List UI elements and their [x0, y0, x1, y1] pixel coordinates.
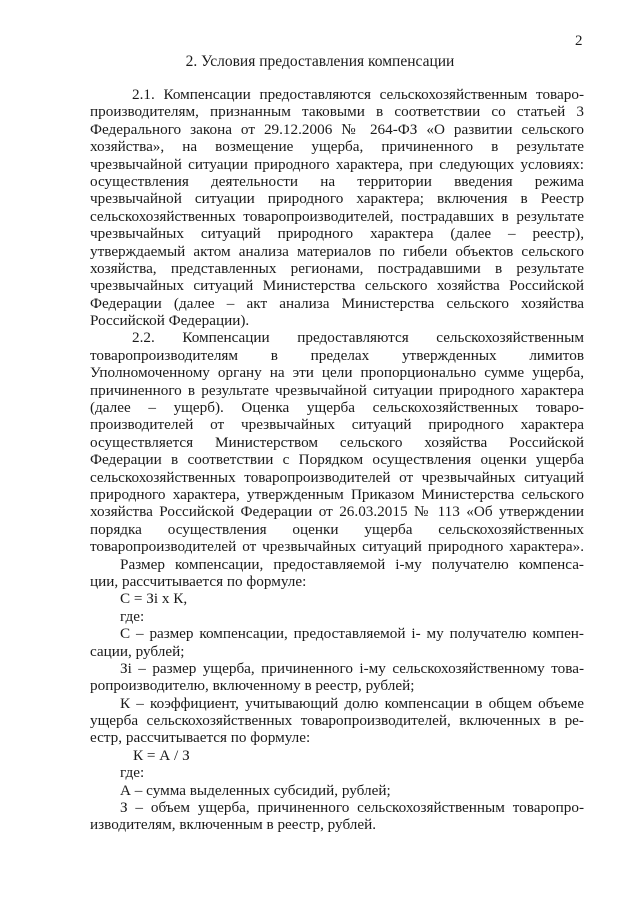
text-line: С – размер компенсации, предоставляемой i- му получателю компен-	[120, 625, 584, 643]
text-line: Российской Федерации).	[90, 312, 250, 330]
text-line: чрезвычайной ситуации природного характера; включения в Реестр	[90, 190, 584, 208]
document-body	[90, 86, 584, 834]
text-line: чрезвычайной ситуации природного характера, при следующих условиях:	[90, 155, 584, 173]
text-line: ущерба сельскохозяйственных товаропроизводителей, включенных в ре-	[90, 712, 584, 730]
formula: C = Зi x К,	[120, 590, 188, 608]
text-line: товаропроизводителей от чрезвычайных ситуаций природного характера».	[90, 538, 584, 556]
text-line: производителей от чрезвычайных ситуаций природного характера	[90, 416, 584, 434]
text-line: где:	[120, 764, 145, 782]
page-number: 2	[575, 33, 583, 49]
text-line: Размер компенсации, предоставляемой i-му получателю компенса-	[120, 555, 584, 573]
text-line: Зi – размер ущерба, причиненного i-му сельскохозяйственному това-	[120, 659, 584, 677]
text-line: порядка осуществления оценки ущерба сельскохозяйственных	[90, 520, 584, 538]
text-line: К – коэффициент, учитывающий долю компенсации в общем объеме	[120, 694, 584, 712]
text-line: естр, рассчитывается по формуле:	[90, 729, 311, 747]
text-line: производителям, признанным таковыми в соответствии со статьей 3	[90, 103, 584, 121]
text-line: изводителям, включенным в реестр, рублей.	[90, 816, 377, 834]
text-line: сельскохозяйственных товаропроизводителей, пострадавших в результате	[90, 207, 584, 225]
text-line: сации, рублей;	[90, 642, 185, 660]
text-line: хозяйства Российской Федерации от 26.03.2015 № 113 «Об утверждении	[90, 503, 584, 521]
text-line: чрезвычайных ситуаций природного характера (далее – реестр),	[90, 225, 584, 243]
text-line: осуществления деятельности на территории введения режима	[90, 172, 584, 190]
text-line: Федерации (далее – акт анализа Министерства сельского хозяйства	[90, 294, 584, 312]
text-line: хозяйства», на возмещение ущерба, причиненного в результате	[90, 138, 584, 156]
text-line: З – объем ущерба, причиненного сельскохозяйственным товаропро-	[120, 799, 584, 817]
text-line: причиненного в результате чрезвычайной ситуации природного характера	[90, 381, 584, 399]
text-line: чрезвычайных ситуаций Министерства сельского хозяйства Российской	[90, 277, 584, 295]
text-line: осуществляется Министерством сельского хозяйства Российской	[90, 433, 584, 451]
text-line: (далее – ущерб). Оценка ущерба сельскохозяйственных товаро-	[90, 399, 584, 417]
text-line: ропроизводителю, включенному в реестр, рублей;	[90, 677, 415, 695]
text-line: Федерации в соответствии с Порядком осуществления оценки ущерба	[90, 451, 584, 469]
section-title: 2. Условия предоставления компенсации	[185, 53, 455, 70]
text-line: 2.1. Компенсации предоставляются сельскохозяйственным товаро-	[132, 86, 584, 103]
text-line: ции, рассчитывается по формуле:	[90, 572, 307, 590]
text-line: 2.2. Компенсации предоставляются сельскохозяйственным	[132, 329, 584, 347]
text-line: природного характера, утвержденным Приказом Министерства сельского	[90, 485, 584, 503]
text-line: Федерального закона от 29.12.2006 № 264-ФЗ «О развитии сельского	[90, 120, 584, 138]
text-line: утверждаемый актом анализа материалов по гибели объектов сельского	[90, 242, 584, 260]
text-line: Уполномоченному органу на эти цели пропорционально сумме ущерба,	[90, 364, 584, 382]
text-line: где:	[120, 607, 145, 625]
formula: К = А / З	[133, 746, 190, 764]
text-line: товаропроизводителям в пределах утвержденных лимитов	[90, 346, 584, 364]
text-line: хозяйства, представленных регионами, пострадавшими в результате	[90, 259, 584, 277]
text-line: сельскохозяйственных товаропроизводителей от чрезвычайных ситуаций	[90, 468, 584, 486]
text-line: А – сумма выделенных субсидий, рублей;	[120, 781, 391, 799]
